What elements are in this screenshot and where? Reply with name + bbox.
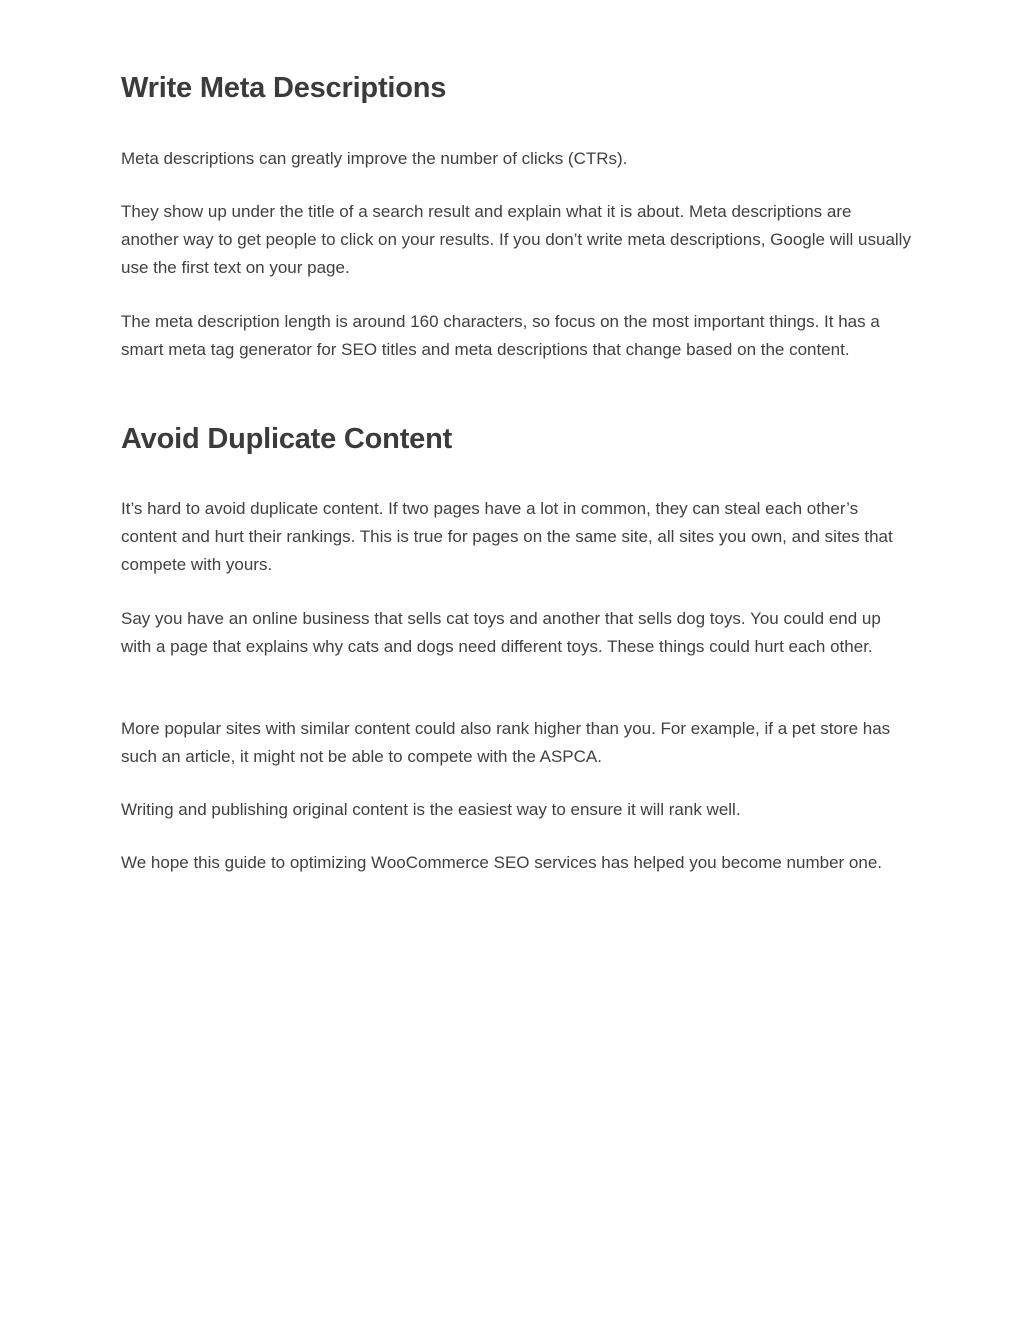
section-heading-meta-descriptions: Write Meta Descriptions <box>121 72 447 104</box>
paragraph: Meta descriptions can greatly improve the number of clicks (CTRs). <box>121 149 628 168</box>
paragraph: The meta description length is around 160 characters, so focus on the most important things. It has a smart meta tag generator for SEO titles and meta descriptions that change based on the content. <box>121 312 880 359</box>
paragraph: It’s hard to avoid duplicate content. If two pages have a lot in common, they can steal each other’s content and hurt their rankings. This is true for pages on the same site, all sites you own, and sites that compete with yours. <box>121 499 893 574</box>
section-heading-duplicate-content: Avoid Duplicate Content <box>121 423 453 455</box>
paragraph: Say you have an online business that sells cat toys and another that sells dog toys. You could end up with a page that explains why cats and dogs need different toys. These things could hurt each other. <box>121 609 881 656</box>
paragraph: Writing and publishing original content is the easiest way to ensure it will rank well. <box>121 800 741 819</box>
paragraph: They show up under the title of a search result and explain what it is about. Meta descriptions are another way to get people to click on your results. If you don’t write meta descriptions, Google will usually use the first text on your page. <box>121 202 911 277</box>
paragraph: We hope this guide to optimizing WooCommerce SEO services has helped you become number one. <box>121 853 882 872</box>
paragraph: More popular sites with similar content could also rank higher than you. For example, if a pet store has such an article, it might not be able to compete with the ASPCA. <box>121 719 891 766</box>
